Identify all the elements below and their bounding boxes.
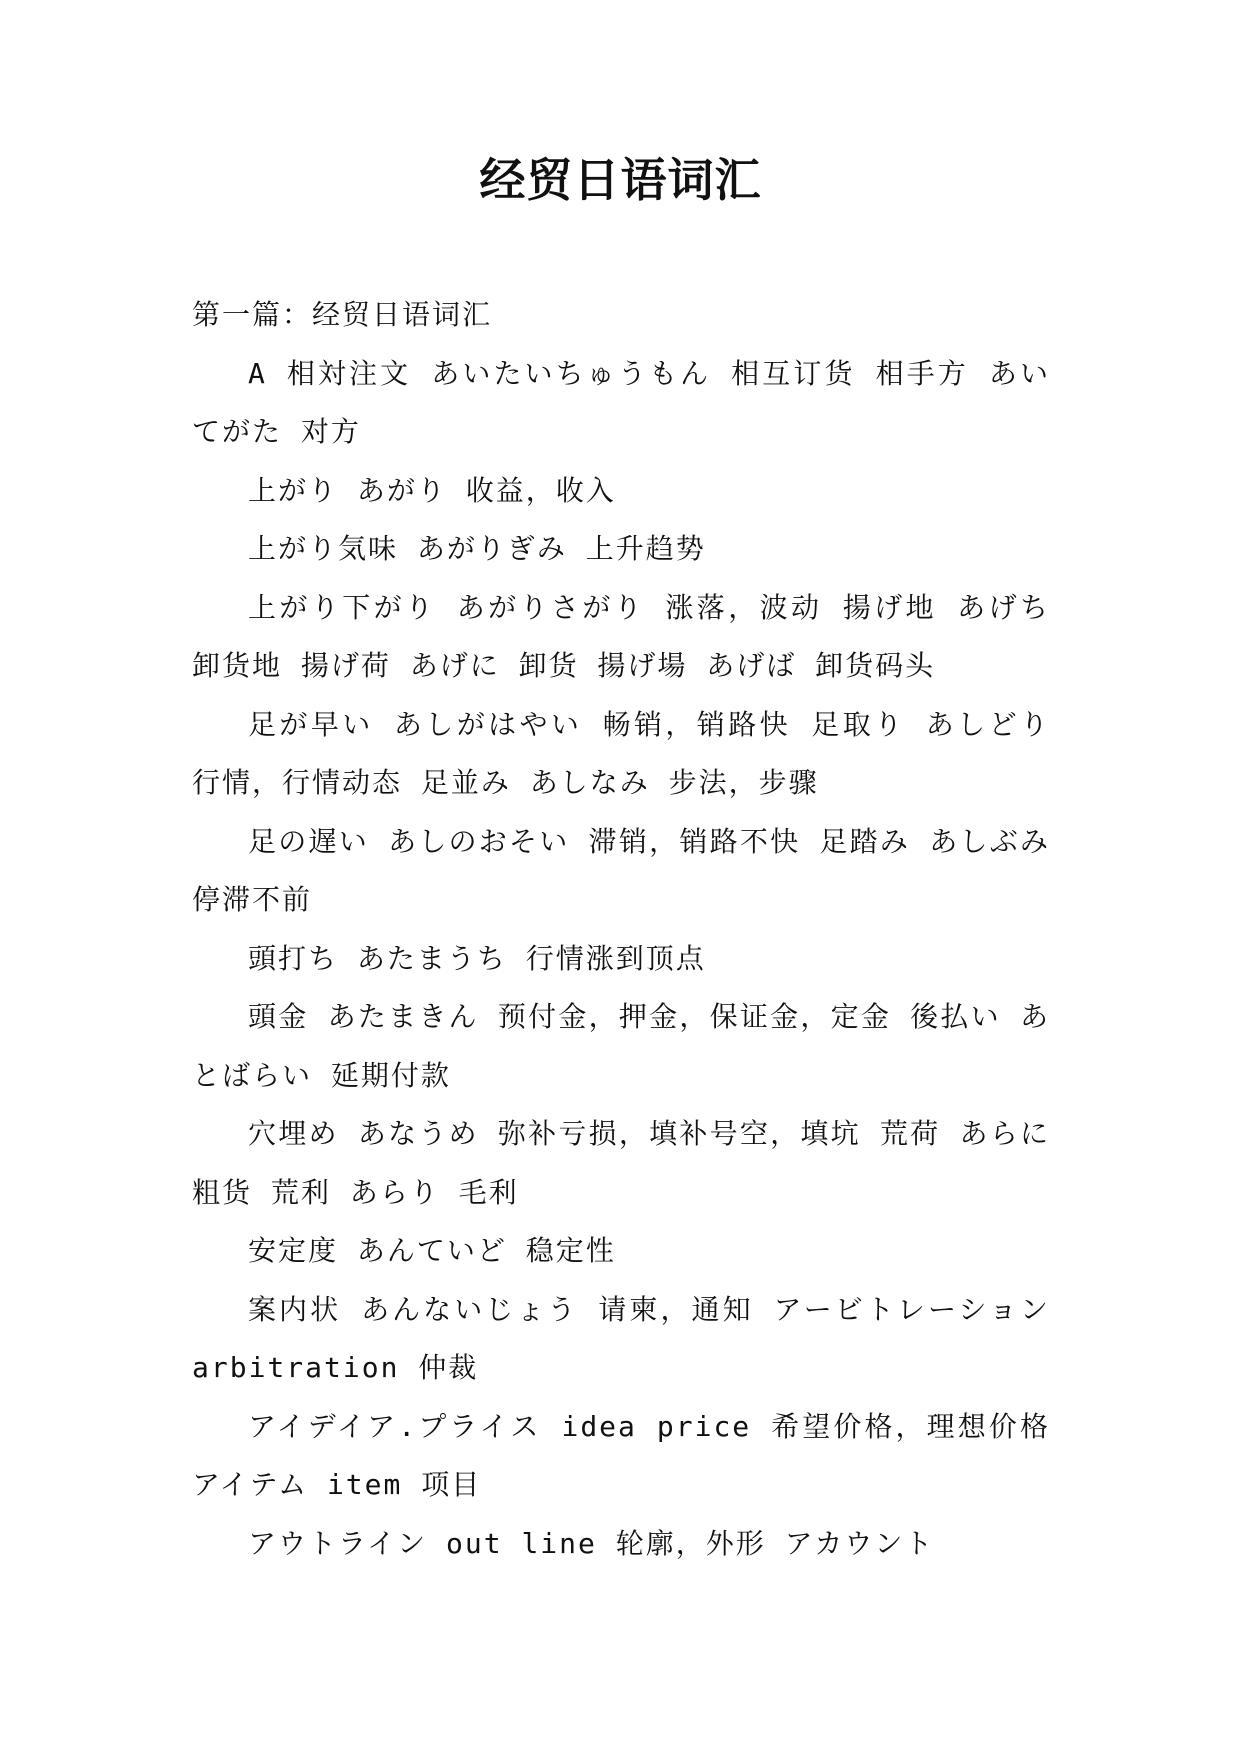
vocab-paragraph: 上がり気味 あがりぎみ 上升趋势 bbox=[248, 532, 706, 565]
vocab-paragraph: アウトライン out line 轮廓，外形 アカウント bbox=[248, 1526, 935, 1560]
vocab-paragraph: アイデイア.プライス idea price 希望价格，理想价格 アイテム item 项目 bbox=[192, 1409, 1050, 1501]
document-title: 经贸日语词汇 bbox=[479, 153, 762, 207]
vocab-paragraph: A 相対注文 あいたいちゅうもん 相互订货 相手方 あいてがた 对方 bbox=[192, 356, 1050, 448]
section-heading: 第一篇：经贸日语词汇 bbox=[192, 298, 493, 331]
vocab-paragraph: 上がり あがり 收益，收入 bbox=[248, 473, 616, 507]
vocab-paragraph: 頭打ち あたまうち 行情涨到顶点 bbox=[248, 941, 706, 975]
vocab-paragraph: 頭金 あたまきん 预付金，押金，保证金，定金 後払い あとばらい 延期付款 bbox=[192, 1000, 1050, 1092]
vocab-paragraph: 案内状 あんないじょう 请柬，通知 アービトレーション arbitration 仲裁 bbox=[192, 1292, 1050, 1384]
vocab-paragraph: 足が早い あしがはやい 畅销，销路快 足取り あしどり 行情，行情动态 足並み あしなみ 步法，步骤 bbox=[192, 707, 1050, 799]
vocab-paragraph: 安定度 あんていど 稳定性 bbox=[248, 1234, 616, 1267]
vocab-paragraph: 穴埋め あなうめ 弥补亏损，填补号空，填坑 荒荷 あらに 粗货 荒利 あらり 毛利 bbox=[192, 1117, 1050, 1209]
document-body bbox=[192, 286, 1050, 1573]
vocab-paragraph: 足の遅い あしのおそい 滞销，销路不快 足踏み あしぶみ 停滞不前 bbox=[192, 824, 1050, 916]
vocab-paragraph: 上がり下がり あがりさがり 涨落，波动 揚げ地 あげち 卸货地 揚げ荷 あげに 卸货 揚げ場 あげば 卸货码头 bbox=[192, 590, 1050, 682]
